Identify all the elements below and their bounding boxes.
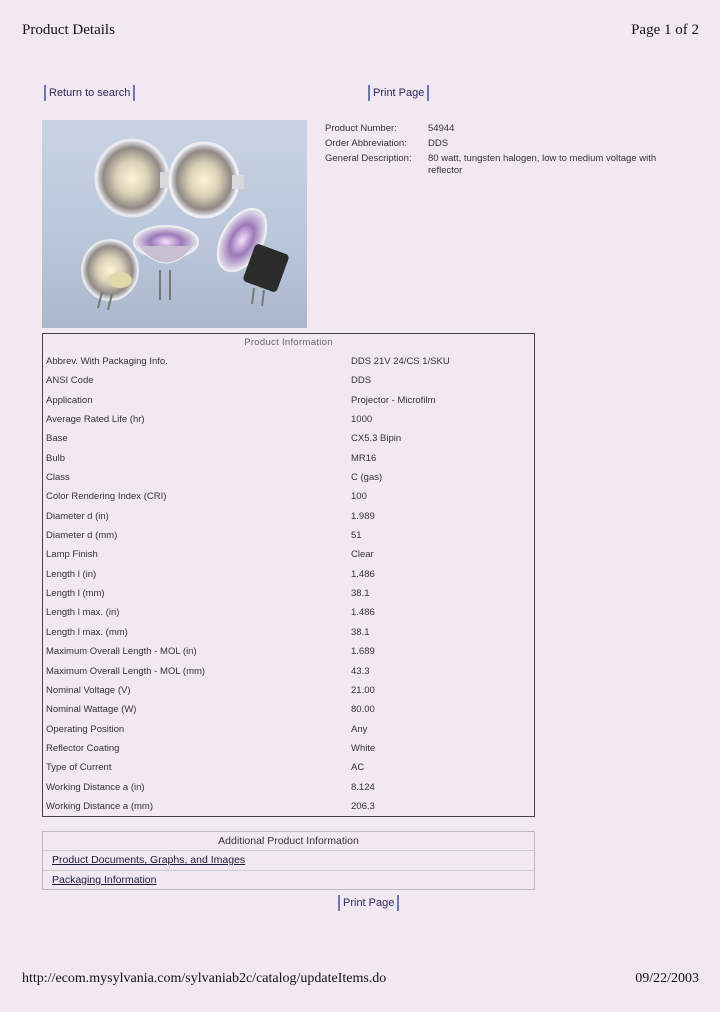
table-row [43, 391, 534, 410]
attribute-name: Operating Position [46, 723, 125, 735]
table-row [43, 797, 534, 816]
general-description-label: General Description: [325, 153, 412, 164]
additional-info-title: Additional Product Information [218, 835, 359, 847]
table-row [43, 584, 534, 603]
product-number-value: 54944 [428, 123, 455, 134]
attribute-name: Bulb [46, 452, 66, 464]
packaging-information-link[interactable]: Packaging Information [52, 874, 157, 886]
product-photo [42, 120, 307, 328]
attribute-name: Application [46, 394, 93, 406]
page-url: http://ecom.mysylvania.com/sylvaniab2c/catalog/updateItems.do [22, 971, 387, 986]
attribute-value: 38.1 [351, 588, 370, 600]
attribute-name: Length l (in) [46, 568, 97, 580]
attribute-value: 1.689 [351, 646, 375, 658]
attribute-value: AC [351, 762, 365, 774]
page-number: Page 1 of 2 [631, 22, 699, 38]
product-documents-link[interactable]: Product Documents, Graphs, and Images [52, 854, 246, 866]
attribute-value: Projector - Microfilm [351, 394, 436, 406]
attribute-name: Abbrev. With Packaging Info. [46, 356, 168, 367]
order-abbrev-label: Order Abbreviation: [325, 138, 407, 149]
attribute-value: 38.1 [351, 626, 370, 638]
attribute-name: ANSI Code [46, 375, 94, 387]
attribute-value: DDS [351, 375, 372, 387]
table-row [43, 700, 534, 719]
print-page-button[interactable]: Print Page [368, 85, 429, 101]
product-summary [325, 123, 685, 180]
table-row [43, 352, 534, 371]
lamp-image [42, 120, 307, 328]
attribute-name: Diameter d (mm) [46, 530, 118, 542]
documents-link-row [43, 850, 534, 870]
attribute-name: Working Distance a (in) [46, 781, 145, 793]
table-row [43, 410, 534, 429]
attribute-name: Lamp Finish [46, 549, 98, 561]
attribute-value: C (gas) [351, 472, 383, 484]
attribute-name: Class [46, 472, 70, 484]
table-row [43, 507, 534, 526]
table-row [43, 758, 534, 777]
print-date: 09/22/2003 [635, 971, 699, 986]
attribute-value: Clear [351, 549, 374, 561]
attribute-name: Maximum Overall Length - MOL (in) [46, 646, 197, 658]
attribute-name: Working Distance a (mm) [46, 800, 153, 812]
table-row [43, 487, 534, 506]
attribute-value: 1.486 [351, 607, 375, 619]
attribute-value: 100 [351, 491, 367, 503]
product-information-table [42, 333, 535, 817]
attribute-value: CX5.3 Bipin [351, 433, 402, 445]
table-row [43, 371, 534, 390]
table-row [43, 642, 534, 661]
product-information-title: Product Information [244, 337, 333, 348]
attribute-value: 43.3 [351, 665, 370, 677]
attribute-name: Nominal Wattage (W) [46, 704, 137, 716]
attribute-name: Average Rated Life (hr) [46, 414, 145, 426]
table-row [43, 739, 534, 758]
table-row [43, 545, 534, 564]
order-abbrev-value: DDS [428, 138, 449, 149]
attribute-name: Color Rendering Index (CRI) [46, 491, 167, 503]
table-row [43, 449, 534, 468]
attribute-value: 51 [351, 530, 362, 542]
attribute-name: Reflector Coating [46, 742, 120, 754]
table-row [43, 526, 534, 545]
table-row [43, 778, 534, 797]
return-to-search-button[interactable]: Return to search [44, 85, 135, 101]
table-row [43, 662, 534, 681]
additional-product-information [42, 831, 535, 890]
product-information-rows [43, 352, 534, 816]
table-row [43, 468, 534, 487]
attribute-value: Any [351, 723, 368, 735]
attribute-value: MR16 [351, 452, 377, 464]
attribute-value: 206.3 [351, 800, 375, 812]
attribute-value: 1.989 [351, 510, 375, 522]
table-row [43, 565, 534, 584]
page-title: Product Details [22, 22, 115, 38]
attribute-value: 80.00 [351, 704, 375, 716]
attribute-name: Maximum Overall Length - MOL (mm) [46, 665, 206, 677]
attribute-name: Length l max. (mm) [46, 626, 128, 638]
attribute-name: Base [46, 433, 68, 445]
attribute-name: Diameter d (in) [46, 510, 109, 522]
attribute-value: 21.00 [351, 684, 375, 696]
table-row [43, 429, 534, 448]
product-number-label: Product Number: [325, 123, 397, 134]
attribute-value: White [351, 742, 376, 754]
attribute-value: DDS 21V 24/CS 1/SKU [351, 356, 450, 367]
attribute-name: Length l max. (in) [46, 607, 120, 619]
attribute-name: Type of Current [46, 762, 112, 774]
print-page-button-bottom[interactable]: Print Page [338, 895, 399, 911]
table-row [43, 603, 534, 622]
attribute-name: Length l (mm) [46, 588, 105, 600]
table-row [43, 720, 534, 739]
attribute-name: Nominal Voltage (V) [46, 684, 131, 696]
table-row [43, 623, 534, 642]
packaging-link-row [43, 870, 534, 890]
table-row [43, 681, 534, 700]
attribute-value: 8.124 [351, 781, 375, 793]
attribute-value: 1000 [351, 414, 373, 426]
general-description-value: 80 watt, tungsten halogen, low to medium voltage with reflector [428, 153, 657, 176]
attribute-value: 1.486 [351, 568, 375, 580]
